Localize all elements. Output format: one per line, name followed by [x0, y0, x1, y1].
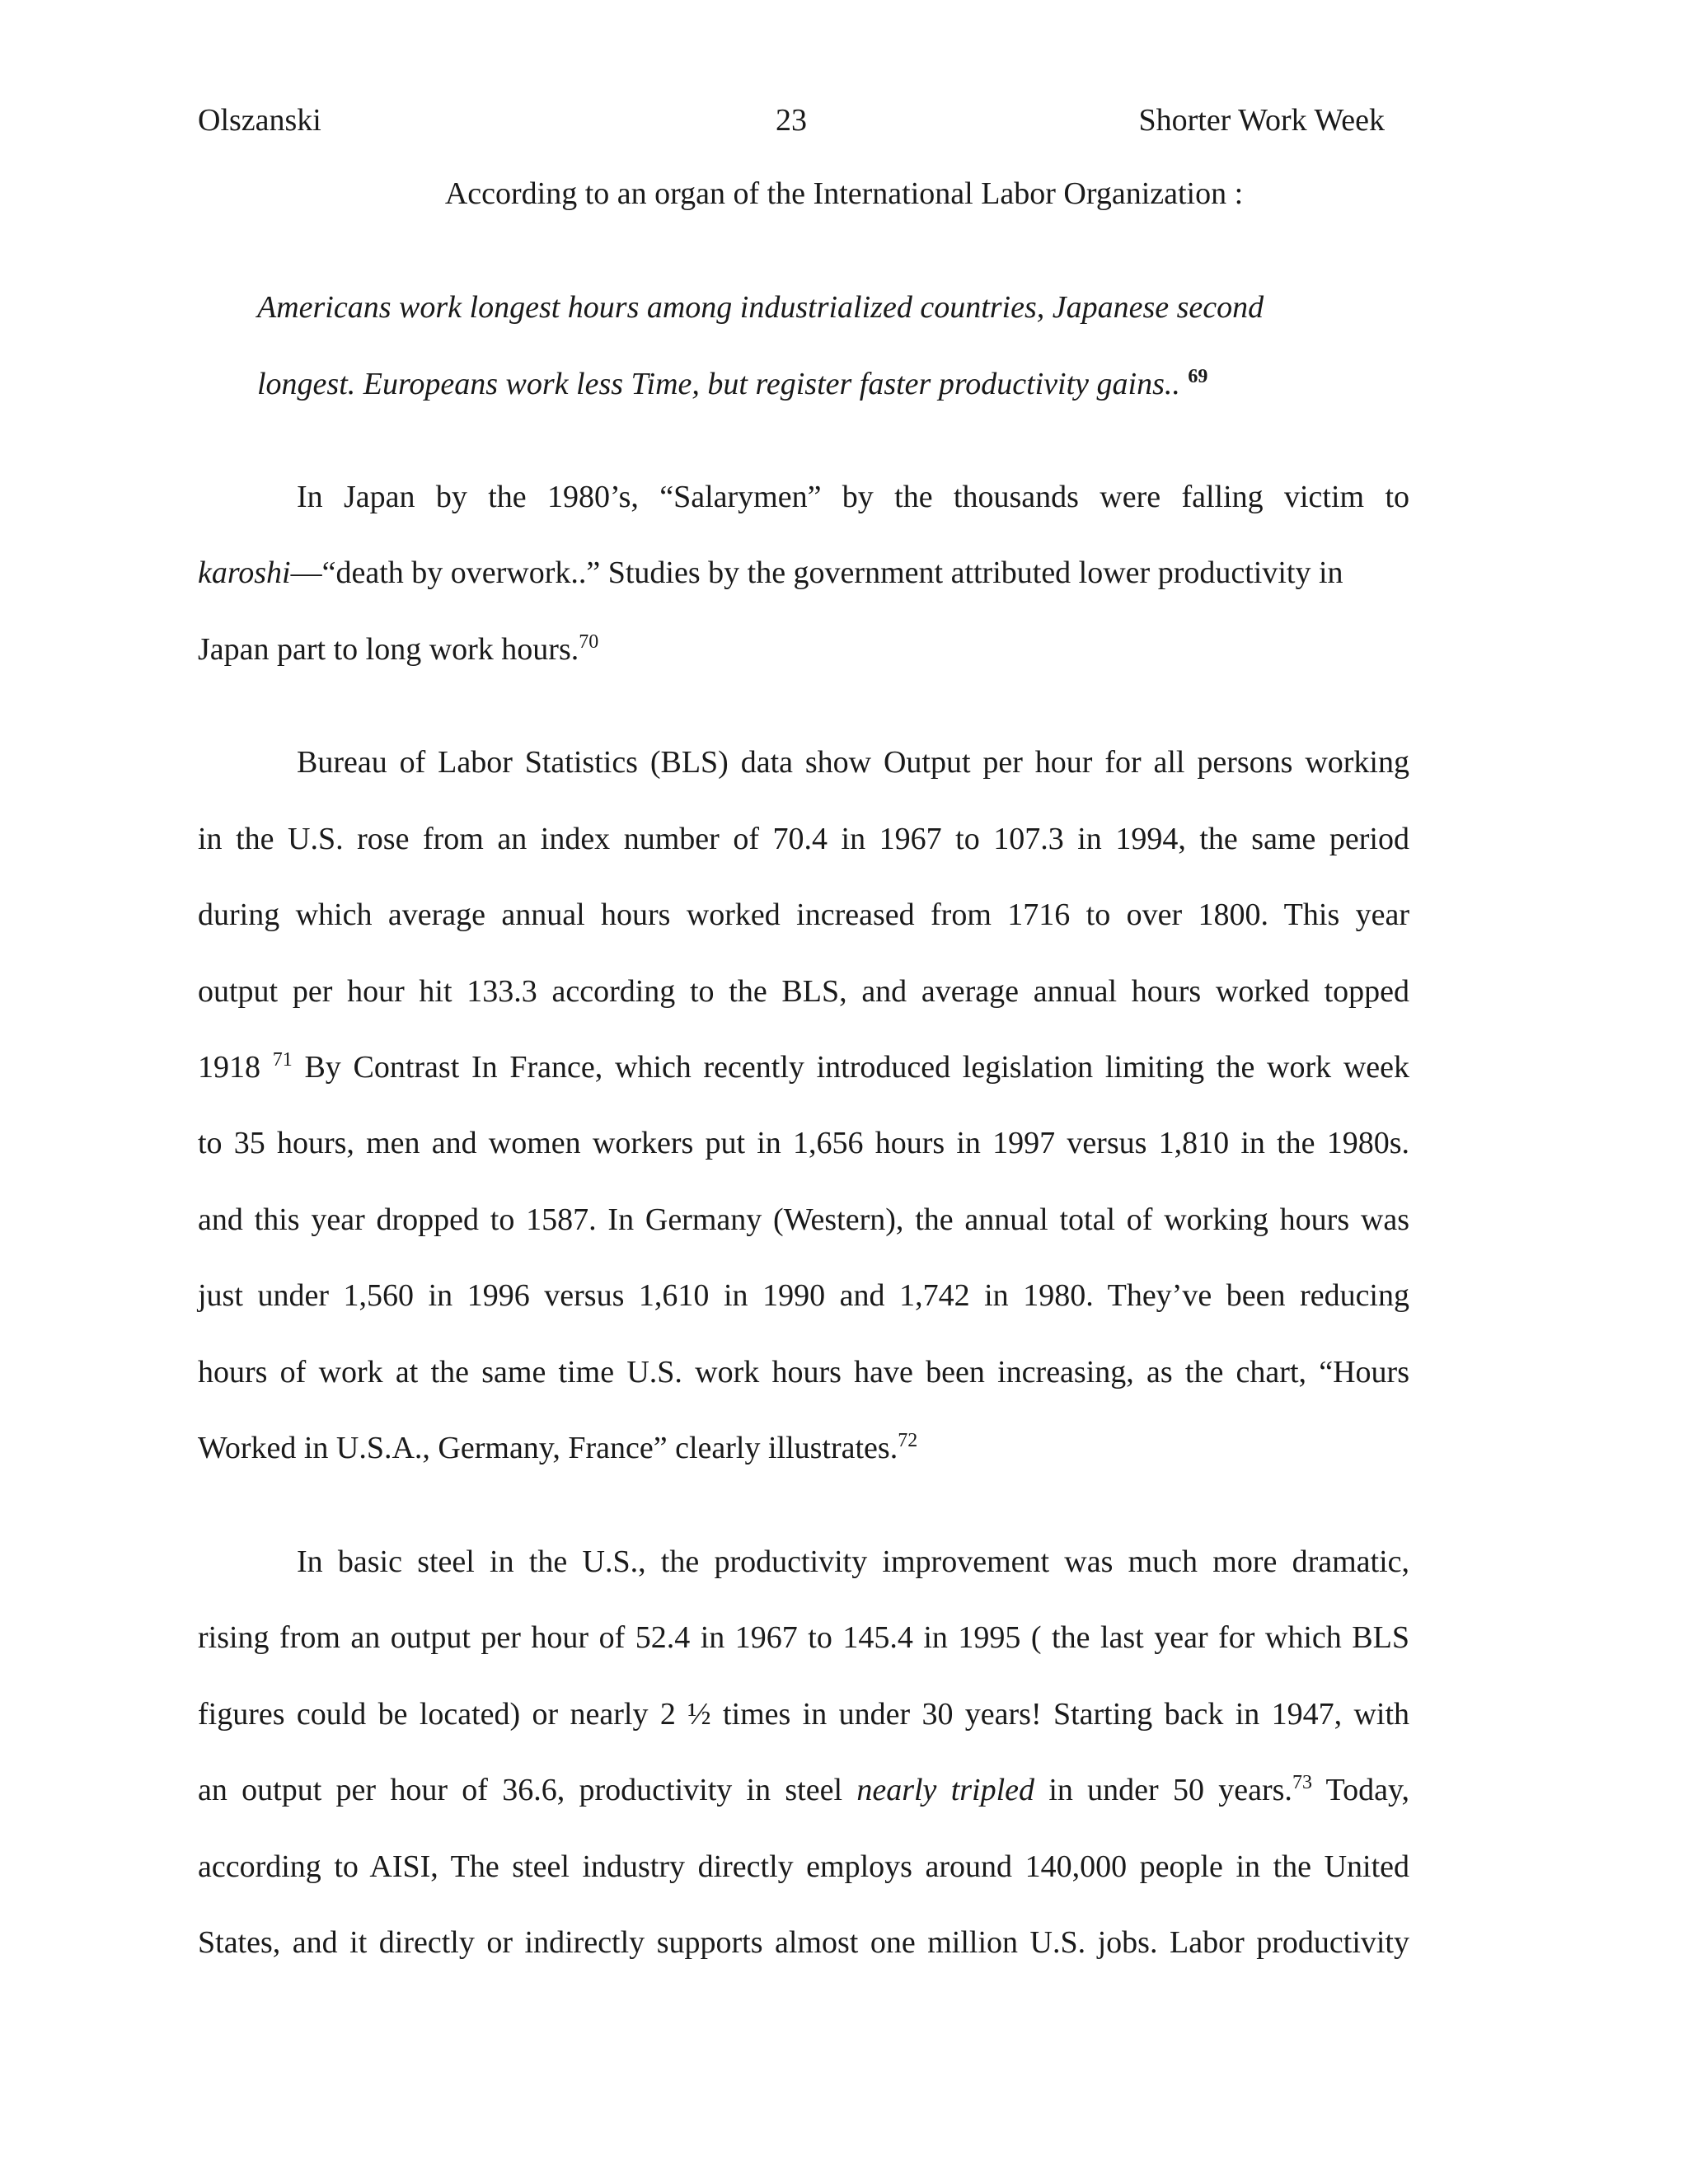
para2-line-5-text: By Contrast In France, which recently introduced legislation limiting the work week [304, 1050, 1410, 1085]
para3-line-4-end: Today, [1325, 1773, 1410, 1807]
para2-line-9: hours of work at the same time U.S. work hours have been increasing, as the chart, “Hours [198, 1355, 1409, 1390]
para1-line-2 [198, 552, 1343, 593]
para2-line-4: output per hour hit 133.3 according to the BLS, and average annual hours worked topped [198, 974, 1409, 1009]
para3-line-4 [198, 1769, 1409, 1811]
para3-line-3: figures could be located) or nearly 2 ½ times in under 30 years! Starting back in 1947, with [198, 1697, 1409, 1732]
para2-line-3: during which average annual hours worked increased from 1716 to over 1800. This year [198, 898, 1409, 932]
header-author: Olszanski [198, 103, 321, 138]
nearly-tripled-emphasis: nearly tripled [856, 1773, 1035, 1807]
para3-line-4-mid: in under 50 years. [1048, 1773, 1292, 1807]
block-quote-line-2 [257, 363, 1207, 405]
para2-line-1: Bureau of Labor Statistics (BLS) data show Output per hour for all persons working [297, 745, 1409, 780]
header-page-number: 23 [776, 103, 807, 138]
para3-line-2: rising from an output per hour of 52.4 in 1967 to 145.4 in 1995 ( the last year for which BLS [198, 1620, 1409, 1655]
footnote-ref-70: 70 [579, 631, 599, 653]
para2-line-10 [198, 1427, 917, 1469]
block-quote-text: longest. Europeans work less Time, but register faster productivity gains.. [257, 367, 1180, 401]
para2-line-10-text: Worked in U.S.A., Germany, France” clearly illustrates. [198, 1431, 898, 1465]
block-quote-line-1: Americans work longest hours among industrialized countries, Japanese second [257, 290, 1264, 325]
footnote-ref-72: 72 [898, 1430, 918, 1451]
footnote-ref-71: 71 [272, 1049, 293, 1071]
para1-line-3 [198, 629, 598, 670]
para3-line-4-start: an output per hour of 36.6, productivity in steel [198, 1773, 843, 1807]
footnote-ref-73: 73 [1292, 1772, 1312, 1793]
para2-line-5 [198, 1047, 1409, 1088]
footnote-ref-69: 69 [1188, 366, 1208, 387]
para2-line-2: in the U.S. rose from an index number of 70.4 in 1967 to 107.3 in 1994, the same period [198, 822, 1409, 856]
para3-line-5: according to AISI, The steel industry directly employs around 140,000 people in the United [198, 1849, 1409, 1884]
page-header [198, 96, 1385, 145]
para2-line-7: and this year dropped to 1587. In Germany (Western), the annual total of working hours was [198, 1202, 1409, 1237]
para1-line-1: In Japan by the 1980’s, “Salarymen” by the thousands were falling victim to [297, 480, 1409, 514]
intro-line: According to an organ of the International Labor Organization : [444, 176, 1244, 211]
para2-line-6: to 35 hours, men and women workers put in 1,656 hours in 1997 versus 1,810 in the 1980s. [198, 1126, 1409, 1160]
para2-line-8: just under 1,560 in 1996 versus 1,610 in 1990 and 1,742 in 1980. They’ve been reducing [198, 1278, 1409, 1313]
karoshi-term: karoshi [198, 555, 291, 590]
header-running-title: Shorter Work Week [1138, 103, 1385, 138]
para1-line-3-text: Japan part to long work hours. [198, 632, 579, 667]
para3-line-6: States, and it directly or indirectly supports almost one million U.S. jobs. Labor productivity [198, 1925, 1409, 1960]
para3-line-1: In basic steel in the U.S., the productivity improvement was much more dramatic, [297, 1544, 1409, 1579]
para1-line-2-text: —“death by overwork..” Studies by the government attributed lower productivity in [290, 555, 1343, 590]
para2-line-5-start: 1918 [198, 1050, 260, 1085]
